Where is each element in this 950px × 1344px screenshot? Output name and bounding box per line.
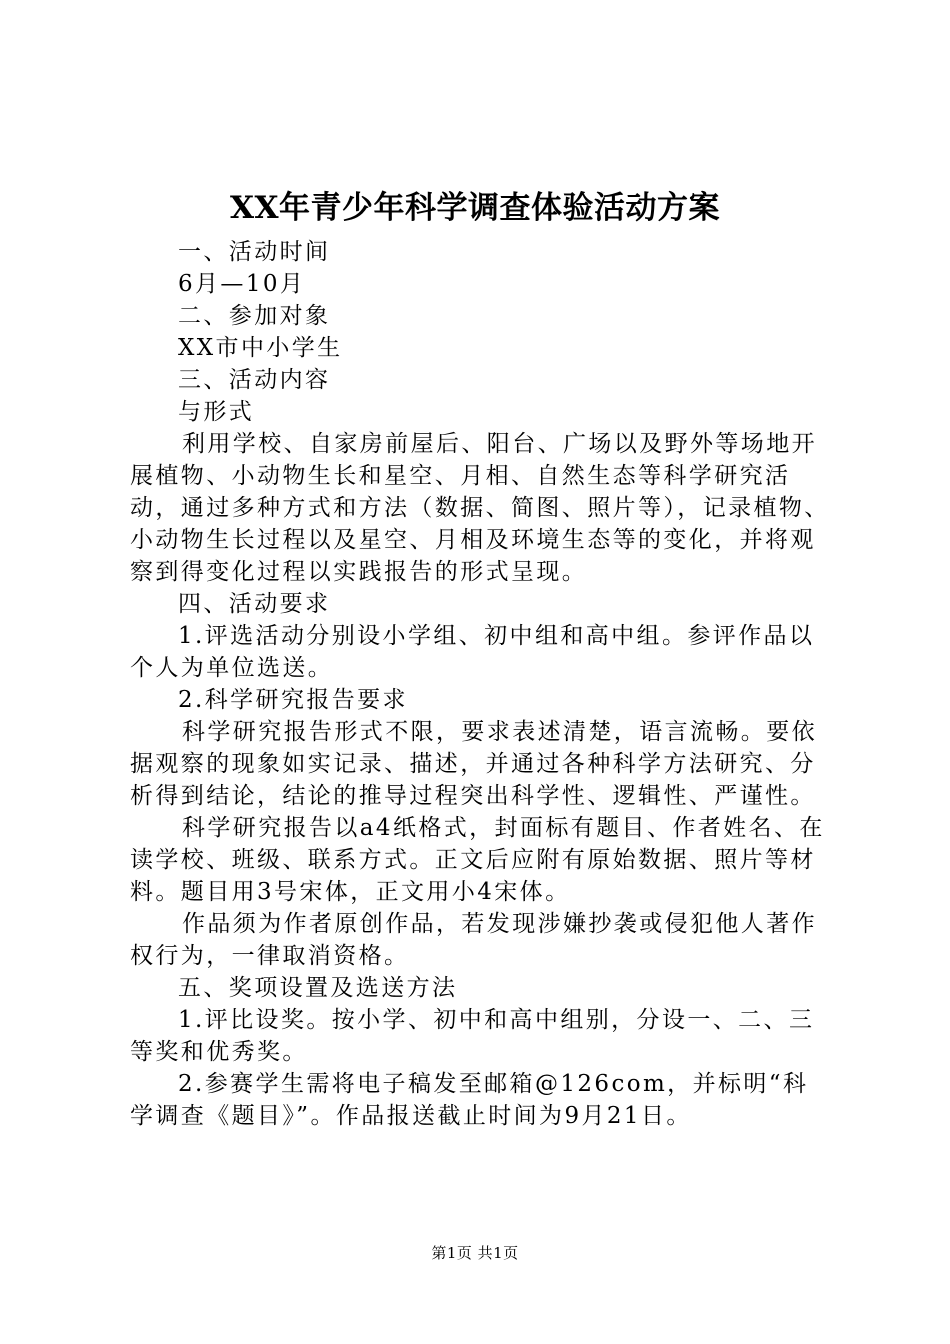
section-heading-activity-time: 一、活动时间: [178, 239, 331, 265]
requirement-item-2: 2.科学研究报告要求: [178, 687, 408, 713]
section-heading-awards: 五、奖项设置及选送方法: [178, 975, 458, 1001]
report-paragraph-2: 科学研究报告以a4纸格式，封面标有题目、作者姓名、在读学校、班级、联系方式。正文后应附有原始数据、照片等材料。题目用3号宋体，正文用小4宋体。: [130, 815, 825, 905]
report-paragraph-3: 作品须为作者原创作品，若发现涉嫌抄袭或侵犯他人著作权行为，一律取消资格。: [130, 911, 817, 969]
content-paragraph: 利用学校、自家房前屋后、阳台、广场以及野外等场地开展植物、小动物生长和星空、月相、自然生态等科学研究活动，通过多种方式和方法（数据、简图、照片等），记录植物、小动物生长过程以及星空、月相及环境生态等的变化，并将观察到得变化过程以实践报告的形式呈现。: [130, 431, 830, 585]
section-heading-content-continued: 与形式: [178, 399, 255, 425]
awards-item-2: 2.参赛学生需将电子稿发至邮箱@126com，并标明“科学调查《题目》”。作品报送截止时间为9月21日。: [130, 1071, 809, 1129]
section-heading-participants: 二、参加对象: [178, 303, 331, 329]
requirement-item-1: 1.评选活动分别设小学组、初中组和高中组。参评作品以个人为单位选送。: [130, 623, 815, 681]
activity-time-value: 6月—10月: [178, 271, 306, 297]
participants-value: XX市中小学生: [178, 335, 343, 361]
section-heading-content: 三、活动内容: [178, 367, 331, 393]
document-title: XX年青少年科学调查体验活动方案: [229, 190, 721, 226]
report-paragraph-1: 科学研究报告形式不限，要求表述清楚，语言流畅。要依据观察的现象如实记录、描述，并通过各种科学方法研究、分析得到结论，结论的推导过程突出科学性、逻辑性、严谨性。: [130, 719, 817, 809]
section-heading-requirements: 四、活动要求: [178, 591, 331, 617]
document-body: [130, 236, 830, 1132]
page-footer: 第1页 共1页: [431, 1244, 519, 1262]
awards-item-1: 1.评比设奖。按小学、初中和高中组别，分设一、二、三等奖和优秀奖。: [130, 1007, 815, 1065]
